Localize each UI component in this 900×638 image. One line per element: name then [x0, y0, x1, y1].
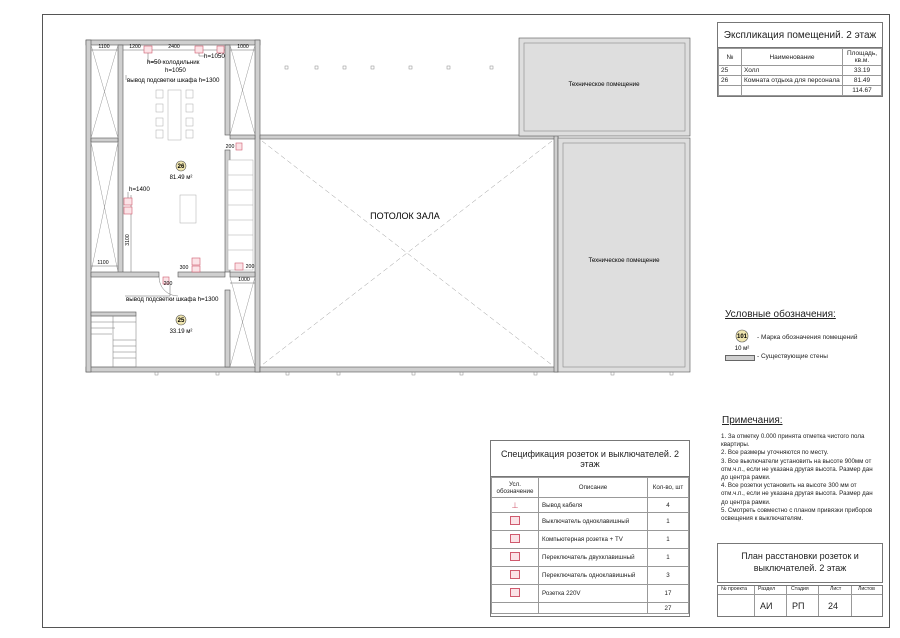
- table-row: [492, 513, 689, 531]
- col-symbol: Усл. обозначение: [492, 478, 539, 498]
- technical-rooms: [519, 38, 690, 372]
- dim-200-right: 200: [245, 264, 255, 270]
- double-toggle-switch-icon: [510, 552, 520, 561]
- dim-1100-top: 1100: [98, 44, 110, 50]
- spec-qty: 1: [648, 549, 689, 567]
- spec-desc: Переключатель двухклавишный: [539, 549, 648, 567]
- row-area: 81.49: [843, 76, 882, 86]
- stamp-sheet: 24: [828, 601, 839, 611]
- spec-desc: Вывод кабеля: [539, 498, 648, 513]
- stamp-stage-header: Стадия: [791, 586, 809, 592]
- legend-title: Условные обозначения:: [725, 309, 836, 320]
- table-row: [492, 585, 689, 603]
- spec-grid: [491, 477, 689, 614]
- spec-table: [490, 440, 690, 617]
- hall-ceiling-label: ПОТОЛОК ЗАЛА: [370, 211, 440, 221]
- stamp-section-header: Раздел: [758, 586, 776, 592]
- spec-desc: Выключатель одноклавишный: [539, 513, 648, 531]
- stamp-section: АИ: [760, 601, 773, 611]
- dim-300: 300: [179, 265, 189, 271]
- spec-qty: 3: [648, 567, 689, 585]
- dim-1000-bottom: 1000: [238, 277, 250, 283]
- dim-3100: 3100: [125, 234, 131, 246]
- spec-title: Спецификация розеток и выключателей. 2 этаж: [491, 441, 689, 477]
- col-area: Площадь, кв.м.: [843, 49, 882, 66]
- note-item: 2. Все размеры уточняются по месту.: [721, 449, 829, 457]
- spec-qty: 1: [648, 531, 689, 549]
- spec-qty: 1: [648, 513, 689, 531]
- drawing-title: План расстановки розеток и выключателей. 2 этаж: [717, 543, 883, 583]
- explication-table: [717, 22, 883, 97]
- title-stamp: [717, 585, 883, 617]
- hall-walls: [260, 135, 558, 372]
- legend-wall-desc: - Существующие стены: [757, 353, 828, 360]
- table-row: [719, 66, 882, 76]
- col-name: Наименование: [742, 49, 843, 66]
- table-row: [492, 549, 689, 567]
- spec-desc: Розетка 220V: [539, 585, 648, 603]
- row-area: 33.19: [843, 66, 882, 76]
- notes-list: [721, 433, 881, 523]
- row-number: 25: [719, 66, 742, 76]
- table-row: [492, 498, 689, 513]
- table-header-row: [492, 478, 689, 498]
- table-total-row: [492, 603, 689, 614]
- note-item: 4. Все розетки установить на высоте 300 мм от отм.ч.п., если не указана другая высота. Размер дан до центра рамки.: [721, 482, 873, 506]
- row-name: Комната отдыха для персонала: [742, 76, 843, 86]
- stamp-project-header: № проекта: [721, 586, 748, 592]
- spec-desc: Переключатель одноклавишный: [539, 567, 648, 585]
- spec-desc: Компьютерная розетка + TV: [539, 531, 648, 549]
- spec-qty: 17: [648, 585, 689, 603]
- spec-qty: 4: [648, 498, 689, 513]
- dim-200-low: 200: [163, 281, 173, 287]
- single-toggle-switch-icon: [510, 570, 520, 579]
- note-item: 1. За отметку 0.000 принята отметка чистого пола квартиры.: [721, 433, 865, 449]
- notes-title: Примечания:: [722, 415, 783, 426]
- legend-marker-number: 101: [736, 334, 748, 340]
- stairs: [91, 316, 136, 367]
- table-header-row: [719, 49, 882, 66]
- total-area: 114.67: [843, 86, 882, 96]
- note-item: 5. Смотреть совместно с планом привязки приборов освещения к выключателям.: [721, 506, 873, 523]
- explication-title: Экспликация помещений. 2 этаж: [718, 23, 882, 48]
- dim-1200: 1200: [129, 44, 141, 50]
- room-26-area: 81.49 м²: [169, 175, 193, 181]
- table-total-row: [719, 86, 882, 96]
- note-h1050-b: h=1050: [165, 67, 186, 74]
- note-h1400: h=1400: [129, 186, 150, 193]
- legend-wall-swatch: [725, 355, 755, 361]
- note-fridge: h=50 холодильник: [147, 59, 200, 66]
- explication-grid: [718, 48, 882, 96]
- room-26-number: 26: [177, 164, 185, 170]
- note-cabinet-top: вывод подсветки шкафа h=1300: [127, 77, 220, 84]
- dim-1000-top: 1000: [237, 44, 249, 50]
- computer-tv-socket-icon: [510, 534, 520, 543]
- stamp-sheet-header: Лист: [830, 586, 842, 592]
- socket-220v-icon: [510, 588, 520, 597]
- technical-room-label-1: Техническое помещение: [568, 81, 640, 88]
- dim-1100-bottom: 1100: [97, 260, 109, 266]
- note-cabinet-bottom: вывод подсветки шкафа h=1300: [126, 296, 219, 303]
- legend-marker-area: 10 м²: [734, 346, 750, 352]
- table-row: [492, 531, 689, 549]
- legend-marker-desc: - Марка обозначения помещений: [757, 334, 858, 341]
- table-row: [719, 76, 882, 86]
- note-h1050-a: h=1050: [204, 53, 225, 60]
- row-number: 26: [719, 76, 742, 86]
- cable-outlet-icon: ⊥: [511, 500, 519, 510]
- stamp-sheets-header: Листов: [858, 586, 875, 592]
- row-name: Холл: [742, 66, 843, 76]
- col-quantity: Кол-во, шт: [648, 478, 689, 498]
- stamp-stage: РП: [792, 601, 805, 611]
- room-25-number: 25: [177, 318, 185, 324]
- technical-room-label-2: Техническое помещение: [588, 257, 660, 264]
- room-25-area: 33.19 м²: [169, 329, 193, 335]
- dim-2400: 2400: [168, 44, 180, 50]
- note-item: 3. Все выключатели установить на высоте 900мм от отм.ч.п., если не указана другая высота. Размер дан до центра рамки.: [721, 457, 873, 482]
- table-row: [492, 567, 689, 585]
- dim-200-mid: 200: [225, 144, 235, 150]
- spec-total: 27: [648, 603, 689, 614]
- col-description: Описание: [539, 478, 648, 498]
- hall-ceiling-cross: [262, 141, 552, 365]
- col-number: №: [719, 49, 742, 66]
- single-switch-icon: [510, 516, 520, 525]
